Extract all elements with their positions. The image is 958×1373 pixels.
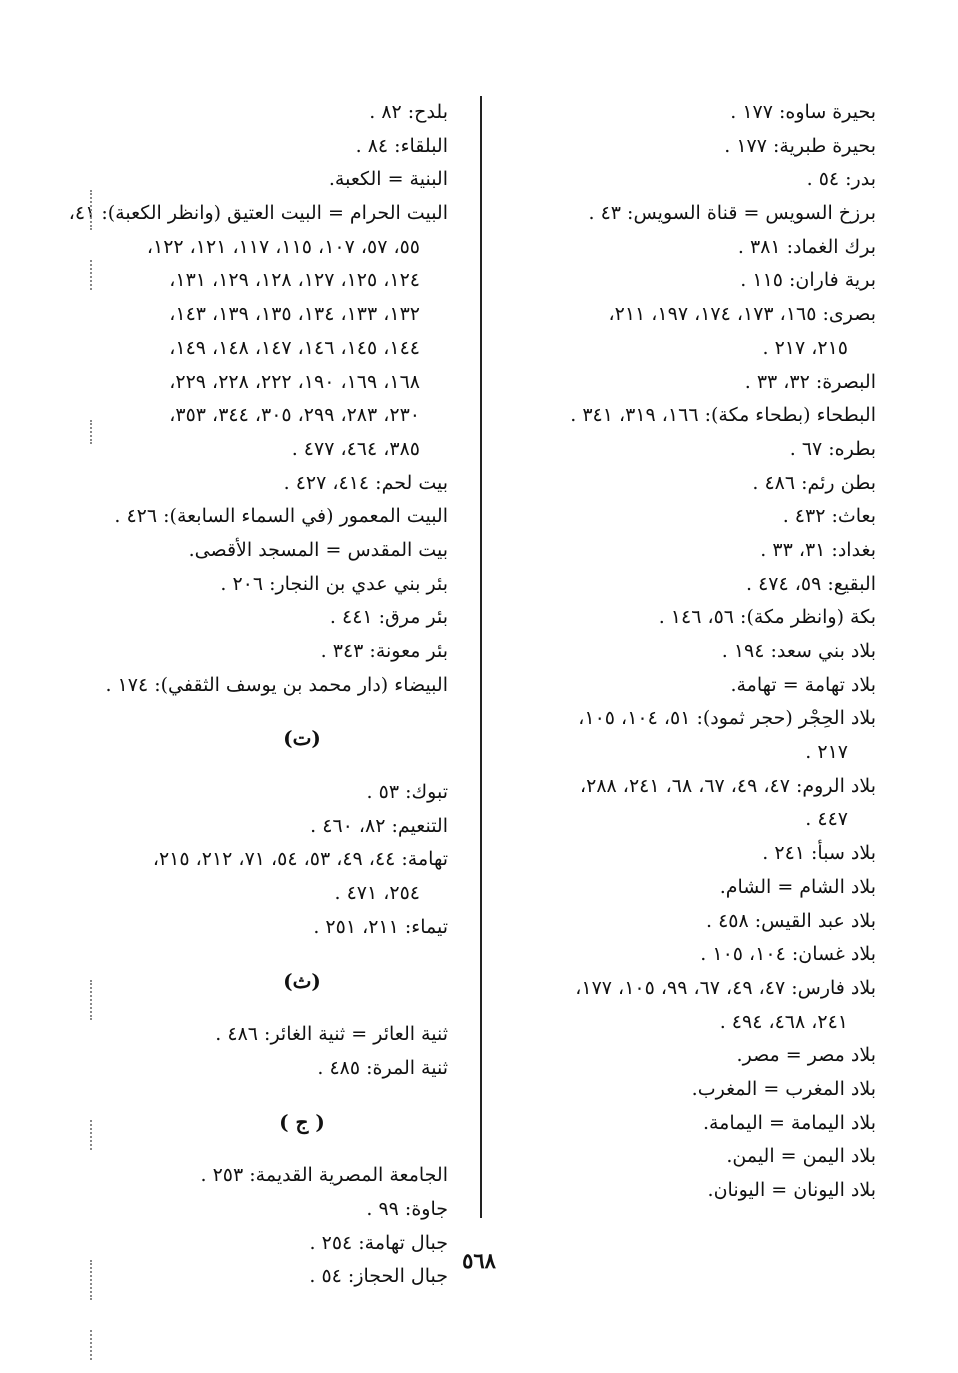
index-entry: البصرة: ٣٢، ٣٣ . <box>744 370 876 393</box>
margin-mark <box>90 420 94 444</box>
section-spacer <box>76 702 448 722</box>
index-entry: تيماء: ٢١١، ٢٥١ . <box>313 915 448 938</box>
margin-mark <box>90 980 94 1020</box>
margin-mark <box>90 260 94 290</box>
index-entry: البيت المعمور (في السماء السابعة): ٤٢٦ . <box>114 505 448 528</box>
index-entry: الجامعة المصرية القديمة: ٢٥٣ . <box>200 1164 448 1187</box>
index-entry: البطحاء (بطحاء مكة): ١٦٦، ٣١٩، ٣٤١ . <box>570 404 876 427</box>
section-spacer <box>76 998 448 1018</box>
index-entry: بحيرة ساوه: ١٧٧ . <box>730 101 876 123</box>
index-entry: برزخ السويس = قناة السويس: ٤٣ . <box>588 202 876 225</box>
index-entry: بلاد الروم: ٤٧، ٤٩، ٦٧، ٦٨، ٢٤١، ٢٨٨، <box>580 774 876 797</box>
index-entry: بطن رئم: ٤٨٦ . <box>752 471 876 494</box>
index-entry-continuation: ٢٥٤، ٤٧١ . <box>334 882 420 905</box>
index-entry: التنعيم: ٨٢، ٤٦٠ . <box>310 814 448 837</box>
index-entry: بلاد غسان: ١٠٤، ١٠٥ . <box>700 943 876 966</box>
index-entry: بلاد المغرب = المغرب. <box>691 1077 876 1100</box>
index-entry: البنية = الكعبة. <box>328 168 448 191</box>
margin-mark <box>90 190 94 230</box>
margin-mark <box>90 1120 94 1150</box>
index-entry: بلدح: ٨٢ . <box>369 101 448 123</box>
index-entry: جبال تهامة: ٢٥٤ . <box>309 1231 448 1254</box>
index-entry: بيت لحم: ٤١٤، ٤٢٧ . <box>283 471 448 494</box>
section-heading: (ث) <box>283 968 321 993</box>
index-entry: بلاد اليونان = اليونان. <box>707 1179 876 1201</box>
index-entry-continuation: ٢٤١، ٤٦٨، ٤٩٤ . <box>719 1010 848 1033</box>
index-column-right <box>484 96 876 1208</box>
section-heading: (ت) <box>283 726 321 751</box>
index-entry: بيت المقدس = المسجد الأقصى. <box>188 538 448 561</box>
index-entry: بلاد الشام = الشام. <box>719 875 876 898</box>
index-column-left <box>68 96 448 1294</box>
section-spacer <box>76 1139 448 1159</box>
index-entry: برك الغماد: ٣٨١ . <box>737 235 876 258</box>
index-entry-continuation: ١٦٨، ١٦٩، ١٩٠، ٢٢٢، ٢٢٨، ٢٢٩، <box>169 370 420 393</box>
index-entry: البلقاء: ٨٤ . <box>355 134 448 157</box>
index-entry: بغداد: ٣١، ٣٣ . <box>760 538 876 561</box>
section-spacer <box>76 945 448 965</box>
index-entry: بعاث: ٤٣٢ . <box>782 505 876 528</box>
index-entry-continuation: ٣٨٥، ٤٦٤، ٤٧٧ . <box>291 437 420 460</box>
index-entry: البيت الحرام = البيت العتيق (وانظر الكعبة): ٤١، <box>68 202 448 225</box>
section-spacer <box>76 756 448 776</box>
index-entry-continuation: ١٢٤، ١٢٥، ١٢٧، ١٢٨، ١٢٩، ١٣١، <box>169 269 420 292</box>
index-entry: بلاد عبد القيس: ٤٥٨ . <box>705 909 876 932</box>
index-entry-continuation: ٢٣٠، ٢٨٣، ٢٩٩، ٣٠٥، ٣٤٤، ٣٥٣، <box>169 404 420 427</box>
index-entry: بئر بني عدي بن النجار: ٢٠٦ . <box>220 572 448 595</box>
index-entry: بلاد اليمن = اليمن. <box>726 1145 876 1168</box>
index-entry: بلاد اليمامة = اليمامة. <box>702 1111 876 1134</box>
index-entry: بحيرة طبرية: ١٧٧ . <box>724 134 876 157</box>
index-entry: جاوة: ٩٩ . <box>366 1197 448 1220</box>
index-entry: ثنية المرة: ٤٨٥ . <box>317 1056 448 1079</box>
section-spacer <box>76 1086 448 1106</box>
margin-mark <box>90 1330 94 1360</box>
section-heading: ( ج ) <box>279 1109 325 1134</box>
index-entry: بلاد تهامة = تهامة. <box>730 673 876 696</box>
index-entry: بلاد فارس: ٤٧، ٤٩، ٦٧، ٩٩، ١٠٥، ١٧٧، <box>575 976 876 999</box>
index-entry: بئر مرق: ٤٤١ . <box>329 606 448 629</box>
index-entry: بئر معونة: ٣٤٣ . <box>320 640 448 662</box>
index-entry: بلاد الحِجْر (حجر ثمود): ٥١، ١٠٤، ١٠٥، <box>578 707 876 730</box>
index-entry: بلاد بني سعد: ١٩٤ . <box>721 640 876 662</box>
index-entry: تهامة: ٤٤، ٤٩، ٥٣، ٥٤، ٧١، ٢١٢، ٢١٥، <box>152 848 448 871</box>
index-entry: بلاد سبأ: ٢٤١ . <box>762 842 876 865</box>
index-entry: بلاد مصر = مصر. <box>736 1044 876 1067</box>
index-entry: البقيع: ٥٩، ٤٧٤ . <box>745 572 876 595</box>
index-entry: بكة (وانظر مكة): ٥٦، ١٤٦ . <box>658 606 876 629</box>
index-entry: ثنية العائر = ثنية الغائر: ٤٨٦ . <box>215 1023 448 1046</box>
index-entry: بصرى: ١٦٥، ١٧٣، ١٧٤، ١٩٧، ٢١١، <box>608 303 876 326</box>
index-entry-continuation: ٤٤٧ . <box>805 808 848 831</box>
index-entry-continuation: ١٣٢، ١٣٣، ١٣٤، ١٣٥، ١٣٩، ١٤٣، <box>169 303 420 326</box>
index-entry-continuation: ٢١٥، ٢١٧ . <box>762 336 848 359</box>
column-divider <box>480 96 482 1218</box>
index-entry-continuation: ٥٥، ٥٧، ١٠٧، ١١٥، ١١٧، ١٢١، ١٢٢، <box>146 235 420 258</box>
index-entry: جبال الحجاز: ٥٤ . <box>309 1265 448 1288</box>
index-entry: برية فاران: ١١٥ . <box>740 269 876 292</box>
index-entry: بطره: ٦٧ . <box>789 437 876 460</box>
index-entry-continuation: ٢١٧ . <box>805 741 848 764</box>
index-entry-continuation: ١٤٤، ١٤٥، ١٤٦، ١٤٧، ١٤٨، ١٤٩، <box>169 336 420 359</box>
page-number: ٥٦٨ <box>462 1248 496 1273</box>
index-entry: البيضاء (دار محمد بن يوسف الثقفي): ١٧٤ . <box>105 673 448 696</box>
index-entry: تبوك: ٥٣ . <box>366 781 448 804</box>
index-entry: بدر: ٥٤ . <box>806 168 876 191</box>
